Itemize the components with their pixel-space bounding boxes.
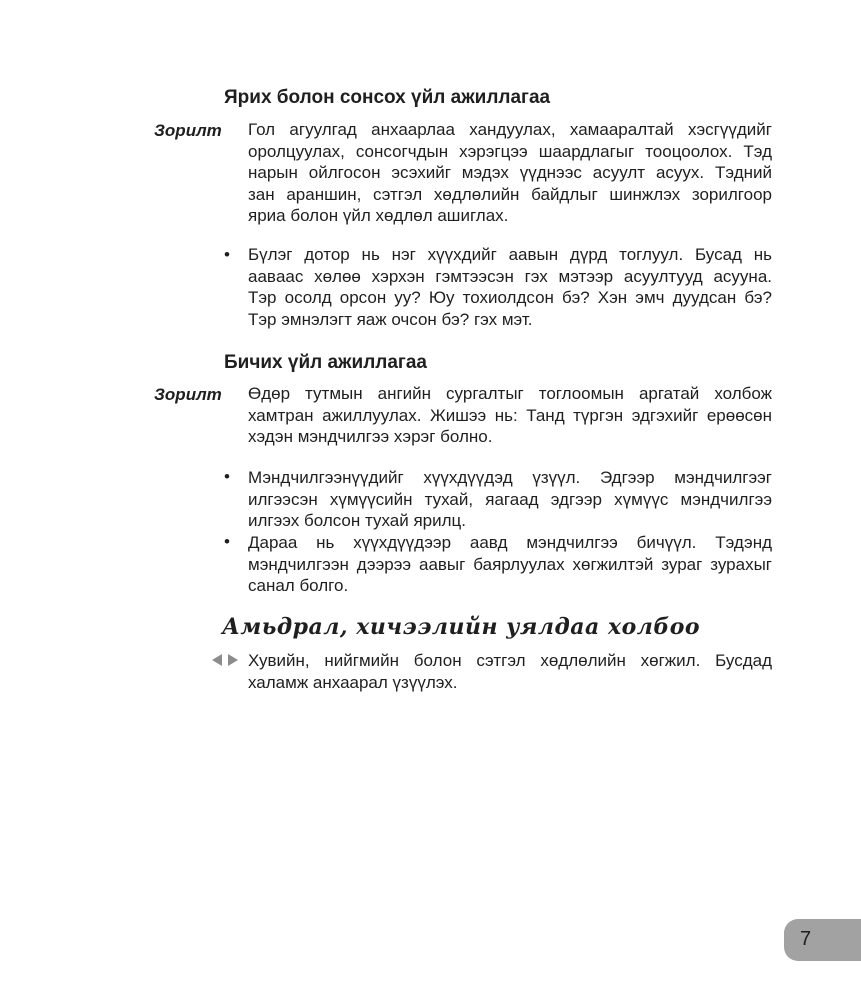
text-line: хэдэн мэндчилгээ хэрэг болно. xyxy=(248,427,493,446)
right-arrow-icon xyxy=(228,654,238,666)
text-line: хамтран ажиллуулах. Жишээ нь: Танд түргэн эдгэхийг ерөөсөн xyxy=(248,405,772,425)
speaking-goal-text xyxy=(248,119,772,227)
writing-bullet-1 xyxy=(248,467,772,532)
left-right-arrows-icon xyxy=(212,653,238,667)
text-line: санал болго. xyxy=(248,576,349,595)
text-line: яриа болон үйл хөдлөл ашиглах. xyxy=(248,206,509,225)
text-line: Дараа нь хүүхдүүдээр аавд мэндчилгээ бичүүл. Тэдэнд xyxy=(248,533,772,552)
text-line: аавaас хөлөө хэрхэн гэмтээсэн гэх мэтээр асуултууд асууна. xyxy=(248,266,772,286)
life-link-text xyxy=(248,650,772,693)
text-line: Хувийн, нийгмийн болон сэтгэл хөдлөлийн хөгжил. Бусдад xyxy=(248,651,772,670)
bullet-marker: • xyxy=(224,532,230,551)
left-arrow-icon xyxy=(212,654,222,666)
text-line: Өдөр тутмын ангийн сургалтыг тоглоомын аргатай холбож xyxy=(248,384,772,403)
text-line: мэндчилгээн дээрээ аавыг баярлуулах хөгжилтэй зураг зурахыг xyxy=(248,554,772,574)
writing-bullet-2 xyxy=(248,532,772,597)
text-line: илгээх болсон тухай ярилц. xyxy=(248,511,466,530)
text-line: Бүлэг дотор нь нэг хүүхдийг аавын дүрд тоглуул. Бусад нь xyxy=(248,245,772,264)
text-line: Мэндчилгээнүүдийг хүүхдүүдэд үзүүл. Эдгээр мэндчилгээг xyxy=(248,468,772,487)
speaking-goal-label: Зорилт xyxy=(154,121,222,140)
text-line: илгээсэн хүмүүсийн тухай, яагаад эдгээр хүмүүс мэндчилгээ xyxy=(248,489,772,509)
text-line: Тэр осолд орсон уу? Юу тохиолдсон бэ? Хэн эмч дуудсан бэ? xyxy=(248,288,772,307)
writing-goal-label: Зорилт xyxy=(154,385,222,404)
text-line: оролцуулах, сонсогчдын хэрэгцээ шаардлагыг тооцоолох. Тэд xyxy=(248,141,772,161)
writing-heading: Бичих үйл ажиллагаа xyxy=(224,352,427,373)
speaking-bullet-1 xyxy=(248,244,772,330)
text-line: нарын ойлгосон эсэхийг мэдэх үүднээс асуулт асуух. Тэдний xyxy=(248,163,772,182)
text-line: халамж анхаарал үзүүлэх. xyxy=(248,672,458,692)
text-line: Тэр эмнэлэгт яаж очсон бэ? гэх мэт. xyxy=(248,309,533,329)
text-line: Гол агуулгад анхаарлаа хандуулах, хамааралтай хэсгүүдийг xyxy=(248,120,772,139)
speaking-heading: Ярих болон сонсох үйл ажиллагаа xyxy=(224,87,551,108)
writing-goal-text xyxy=(248,383,772,448)
bullet-marker: • xyxy=(224,467,230,486)
bullet-marker: • xyxy=(224,245,230,264)
page-number-tab xyxy=(784,919,861,961)
page-number: 7 xyxy=(800,928,812,950)
life-link-title: Амьдрал, хичээлийн уялдаа холбоо xyxy=(222,614,701,640)
text-line: зан араншин, сэтгэл хөдлөлийн байдлыг шинжлэх зорилгоор xyxy=(248,184,772,204)
